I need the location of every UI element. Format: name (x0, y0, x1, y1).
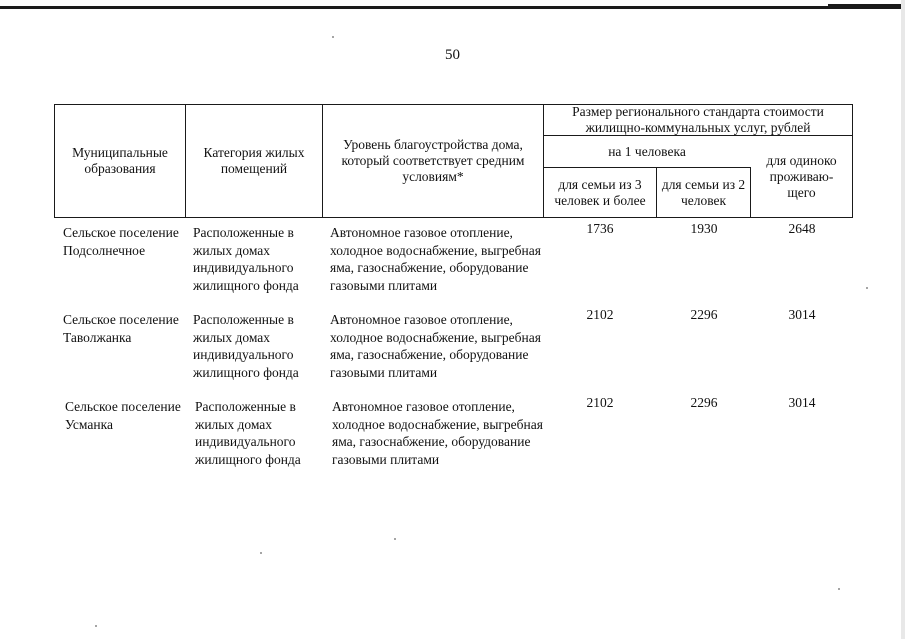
header-family3: для семьи из 3 человек и более (554, 177, 646, 208)
scan-speck (838, 588, 840, 590)
row-level: Автономное газовое отопление, холодное водоснабжение, выгребная яма, газоснабжение, оборудование газовыми плитами (330, 225, 541, 293)
row-municipal: Сельское поселение Подсолнечное (63, 225, 179, 258)
scan-top-border (0, 6, 905, 9)
scan-right-edge (901, 0, 905, 639)
scan-top-border-right (828, 4, 905, 8)
row-category: Расположенные в жилых домах индивидуального жилищного фонда (195, 399, 301, 467)
header-category: Категория жилых помещений (203, 145, 305, 176)
header-single: для одиноко проживаю-щего (766, 153, 837, 200)
row-single: 3014 (788, 395, 816, 410)
row-level: Автономное газовое отопление, холодное водоснабжение, выгребная яма, газоснабжение, оборудование газовыми плитами (330, 312, 541, 380)
header-municipal: Муниципальные образования (72, 145, 168, 176)
scan-speck (332, 36, 334, 38)
row-level: Автономное газовое отопление, холодное водоснабжение, выгребная яма, газоснабжение, оборудование газовыми плитами (332, 399, 543, 467)
row-municipal: Сельское поселение Таволжанка (63, 312, 179, 345)
row-family3: 2102 (586, 395, 614, 410)
row-family3: 1736 (586, 221, 614, 236)
scan-speck (260, 552, 262, 554)
scan-speck (866, 287, 868, 289)
scan-speck (394, 538, 396, 540)
row-family2: 2296 (690, 395, 718, 410)
row-family2: 1930 (690, 221, 718, 236)
header-standard: Размер регионального стандарта стоимости жилищно-коммунальных услуг, рублей (572, 104, 824, 135)
row-category: Расположенные в жилых домах индивидуального жилищного фонда (193, 225, 299, 293)
row-municipal: Сельское поселение Усманка (65, 399, 181, 432)
header-family2: для семьи из 2 человек (661, 177, 746, 208)
row-family2: 2296 (690, 307, 718, 322)
row-category: Расположенные в жилых домах индивидуального жилищного фонда (193, 312, 299, 380)
scan-speck (95, 625, 97, 627)
header-per-person: на 1 человека (608, 143, 686, 159)
row-single: 2648 (788, 221, 816, 236)
page-number: 50 (445, 47, 460, 63)
row-family3: 2102 (586, 307, 614, 322)
header-level: Уровень благоустройства дома, который соответствует средним условиям* (341, 137, 525, 184)
row-single: 3014 (788, 307, 816, 322)
